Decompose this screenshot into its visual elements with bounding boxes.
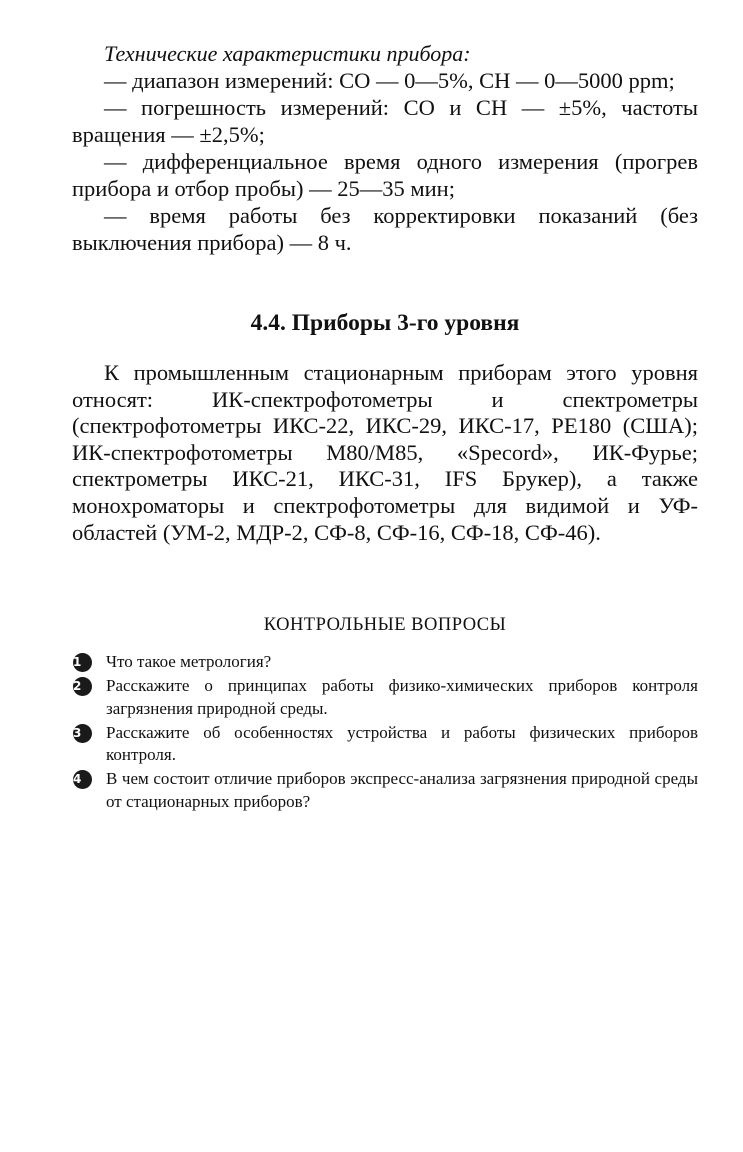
- spec-item-operating-time: — время работы без корректировки показаний (без выключения прибора) — 8 ч.: [72, 203, 698, 255]
- spec-item-measurement-time: — дифференциальное время одного измерения (прогрев прибора и отбор пробы) — 25—35 мин;: [72, 149, 698, 201]
- section-paragraph: К промышленным стационарным приборам этого уровня относят: ИК-спектрофотометры и спектрометры (спектрофотометры ИКС-22, ИКС-29, ИКС-17, PE180 (США); ИК-спектрофотометры M80/M85, «Specord», ИК-Фурье; спектрометры ИКС-21, ИКС-31, IFS Брукер), а также монохроматоры и спектрофотометры для видимой и УФ-областей (УМ-2, МДР-2, СФ-8, СФ-16, СФ-18, СФ-46).: [72, 360, 698, 545]
- number-3-icon: 3: [73, 724, 92, 743]
- question-text: Что такое метрология?: [106, 652, 272, 671]
- question-item: [72, 722, 698, 767]
- specifications-block: [72, 40, 698, 256]
- spec-item-measurement-error: — погрешность измерений: CO и CH — ±5%, частоты вращения — ±2,5%;: [72, 95, 698, 147]
- question-text: Расскажите об особенностях устройства и работы физических приборов контроля.: [106, 722, 698, 764]
- question-text: В чем состоит отличие приборов экспресс-анализа загрязнения природной среды от стационарных приборов?: [106, 769, 698, 811]
- number-1-icon: 1: [73, 653, 92, 672]
- review-questions-heading: КОНТРОЛЬНЫЕ ВОПРОСЫ: [263, 615, 507, 635]
- spec-item-measurement-range: — диапазон измерений: CO — 0—5%, CH — 0—5000 ppm;: [104, 68, 675, 93]
- specifications-heading: Технические характеристики прибора:: [104, 41, 471, 66]
- number-2-icon: 2: [73, 677, 92, 696]
- review-questions-list: [72, 651, 698, 815]
- question-item: [72, 768, 698, 813]
- section-title: 4.4. Приборы 3-го уровня: [250, 310, 520, 336]
- number-4-icon: 4: [73, 770, 92, 789]
- question-text: Расскажите о принципах работы физико-химических приборов контроля загрязнения природной среды.: [106, 676, 698, 718]
- question-item: [72, 675, 698, 720]
- question-item: [72, 651, 698, 674]
